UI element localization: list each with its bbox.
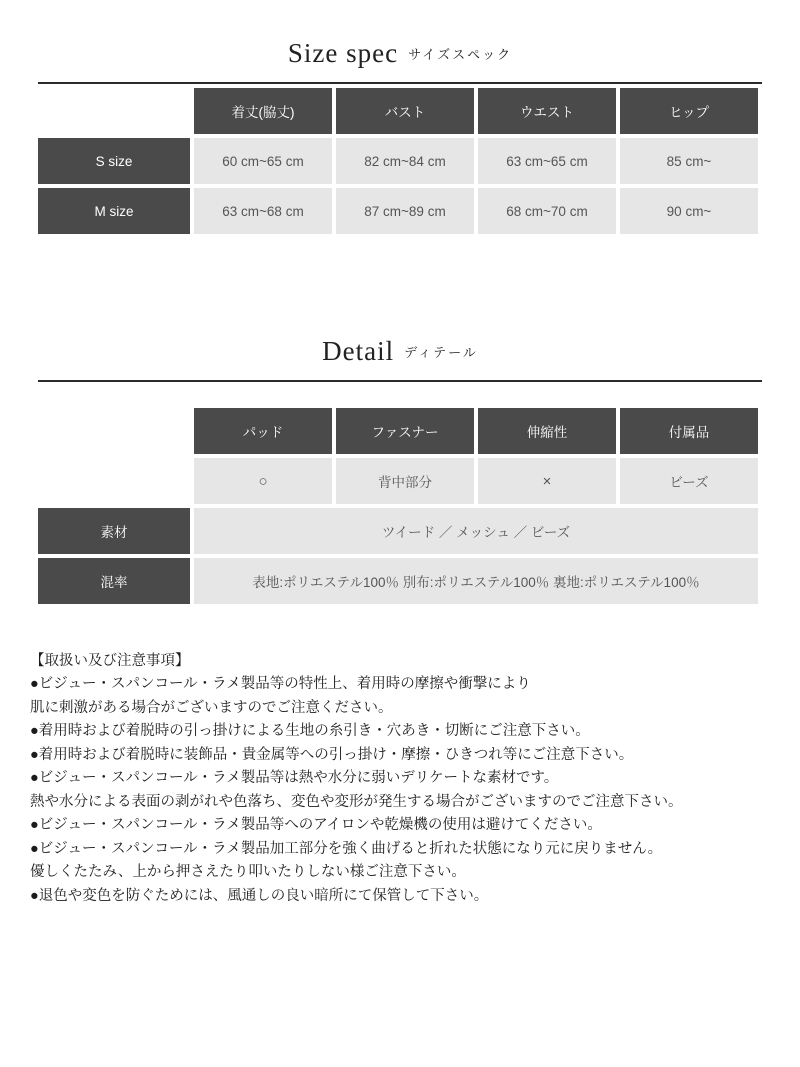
detail-value-accessory: ビーズ xyxy=(620,458,758,504)
care-notes xyxy=(30,608,770,908)
size-header-bust: バスト xyxy=(336,88,474,134)
detail-title-jp: ディテール xyxy=(404,345,478,360)
size-header-waist: ウエスト xyxy=(478,88,616,134)
detail-label-ratio: 混率 xyxy=(38,558,190,604)
table-row xyxy=(38,508,758,554)
size-header-length: 着丈(脇丈) xyxy=(194,88,332,134)
detail-header-stretch: 伸縮性 xyxy=(478,408,616,454)
size-row-label-s: S size xyxy=(38,138,190,184)
size-m-length: 63 cm~68 cm xyxy=(194,188,332,234)
size-spec-table-wrap xyxy=(38,84,762,238)
notes-line-4: ●着用時および着脱時に装飾品・貴金属等への引っ掛け・摩擦・ひきつれ等にご注意下さい。 xyxy=(30,746,634,763)
table-row xyxy=(38,138,758,184)
section-gap xyxy=(0,238,800,298)
size-m-hip: 90 cm~ xyxy=(620,188,758,234)
size-m-waist: 68 cm~70 cm xyxy=(478,188,616,234)
size-row-label-m: M size xyxy=(38,188,190,234)
size-spec-title-en: Size spec xyxy=(287,38,399,68)
detail-heading xyxy=(0,298,800,367)
detail-table xyxy=(34,404,762,608)
table-row xyxy=(38,458,758,504)
notes-title: 【取扱い及び注意事項】 xyxy=(30,653,190,669)
size-header-blank xyxy=(38,88,190,134)
detail-value-material: ツイード ／ メッシュ ／ ビーズ xyxy=(194,508,758,554)
size-s-waist: 63 cm~65 cm xyxy=(478,138,616,184)
detail-row-blank xyxy=(38,458,190,504)
detail-header-zipper: ファスナー xyxy=(336,408,474,454)
notes-line-9: 優しくたたみ、上から押さえたり叩いたりしない様ご注意下さい。 xyxy=(30,864,466,881)
table-row xyxy=(38,558,758,604)
size-header-hip: ヒップ xyxy=(620,88,758,134)
size-spec-heading xyxy=(0,0,800,69)
notes-line-5: ●ビジュー・スパンコール・ラメ製品等は熱や水分に弱いデリケートな素材です。 xyxy=(30,770,559,787)
detail-value-ratio: 表地:ポリエステル100％ 別布:ポリエステル100％ 裏地:ポリエステル100％ xyxy=(194,558,758,604)
detail-title-en: Detail xyxy=(322,336,395,366)
size-s-hip: 85 cm~ xyxy=(620,138,758,184)
notes-line-7: ●ビジュー・スパンコール・ラメ製品等へのアイロンや乾燥機の使用は避けてください。 xyxy=(30,817,602,834)
table-row-header xyxy=(38,408,758,454)
detail-header-blank xyxy=(38,408,190,454)
notes-line-2: 肌に刺激がある場合がございますのでご注意ください。 xyxy=(30,699,393,716)
notes-line-8: ●ビジュー・スパンコール・ラメ製品加工部分を強く曲げると折れた状態になり元に戻りません。 xyxy=(30,840,663,857)
detail-value-pad: ○ xyxy=(194,458,332,504)
detail-header-pad: パッド xyxy=(194,408,332,454)
notes-line-10: ●退色や変色を防ぐためには、風通しの良い暗所にて保管して下さい。 xyxy=(30,887,489,904)
notes-line-1: ●ビジュー・スパンコール・ラメ製品等の特性上、着用時の摩擦や衝撃により xyxy=(30,676,531,693)
detail-header-accessory: 付属品 xyxy=(620,408,758,454)
table-row xyxy=(38,188,758,234)
size-s-bust: 82 cm~84 cm xyxy=(336,138,474,184)
detail-value-zipper: 背中部分 xyxy=(336,458,474,504)
table-row-header xyxy=(38,88,758,134)
size-s-length: 60 cm~65 cm xyxy=(194,138,332,184)
detail-table-wrap xyxy=(38,404,762,608)
detail-value-stretch: × xyxy=(478,458,616,504)
size-spec-table xyxy=(34,84,762,238)
notes-line-3: ●着用時および着脱時の引っ掛けによる生地の糸引き・穴あき・切断にご注意下さい。 xyxy=(30,723,590,740)
detail-gap xyxy=(0,382,800,404)
size-spec-title-jp: サイズスペック xyxy=(408,47,513,62)
detail-label-material: 素材 xyxy=(38,508,190,554)
size-m-bust: 87 cm~89 cm xyxy=(336,188,474,234)
notes-line-6: 熱や水分による表面の剥がれや色落ち、変色や変形が発生する場合がございますのでご注意下さい。 xyxy=(30,793,683,810)
